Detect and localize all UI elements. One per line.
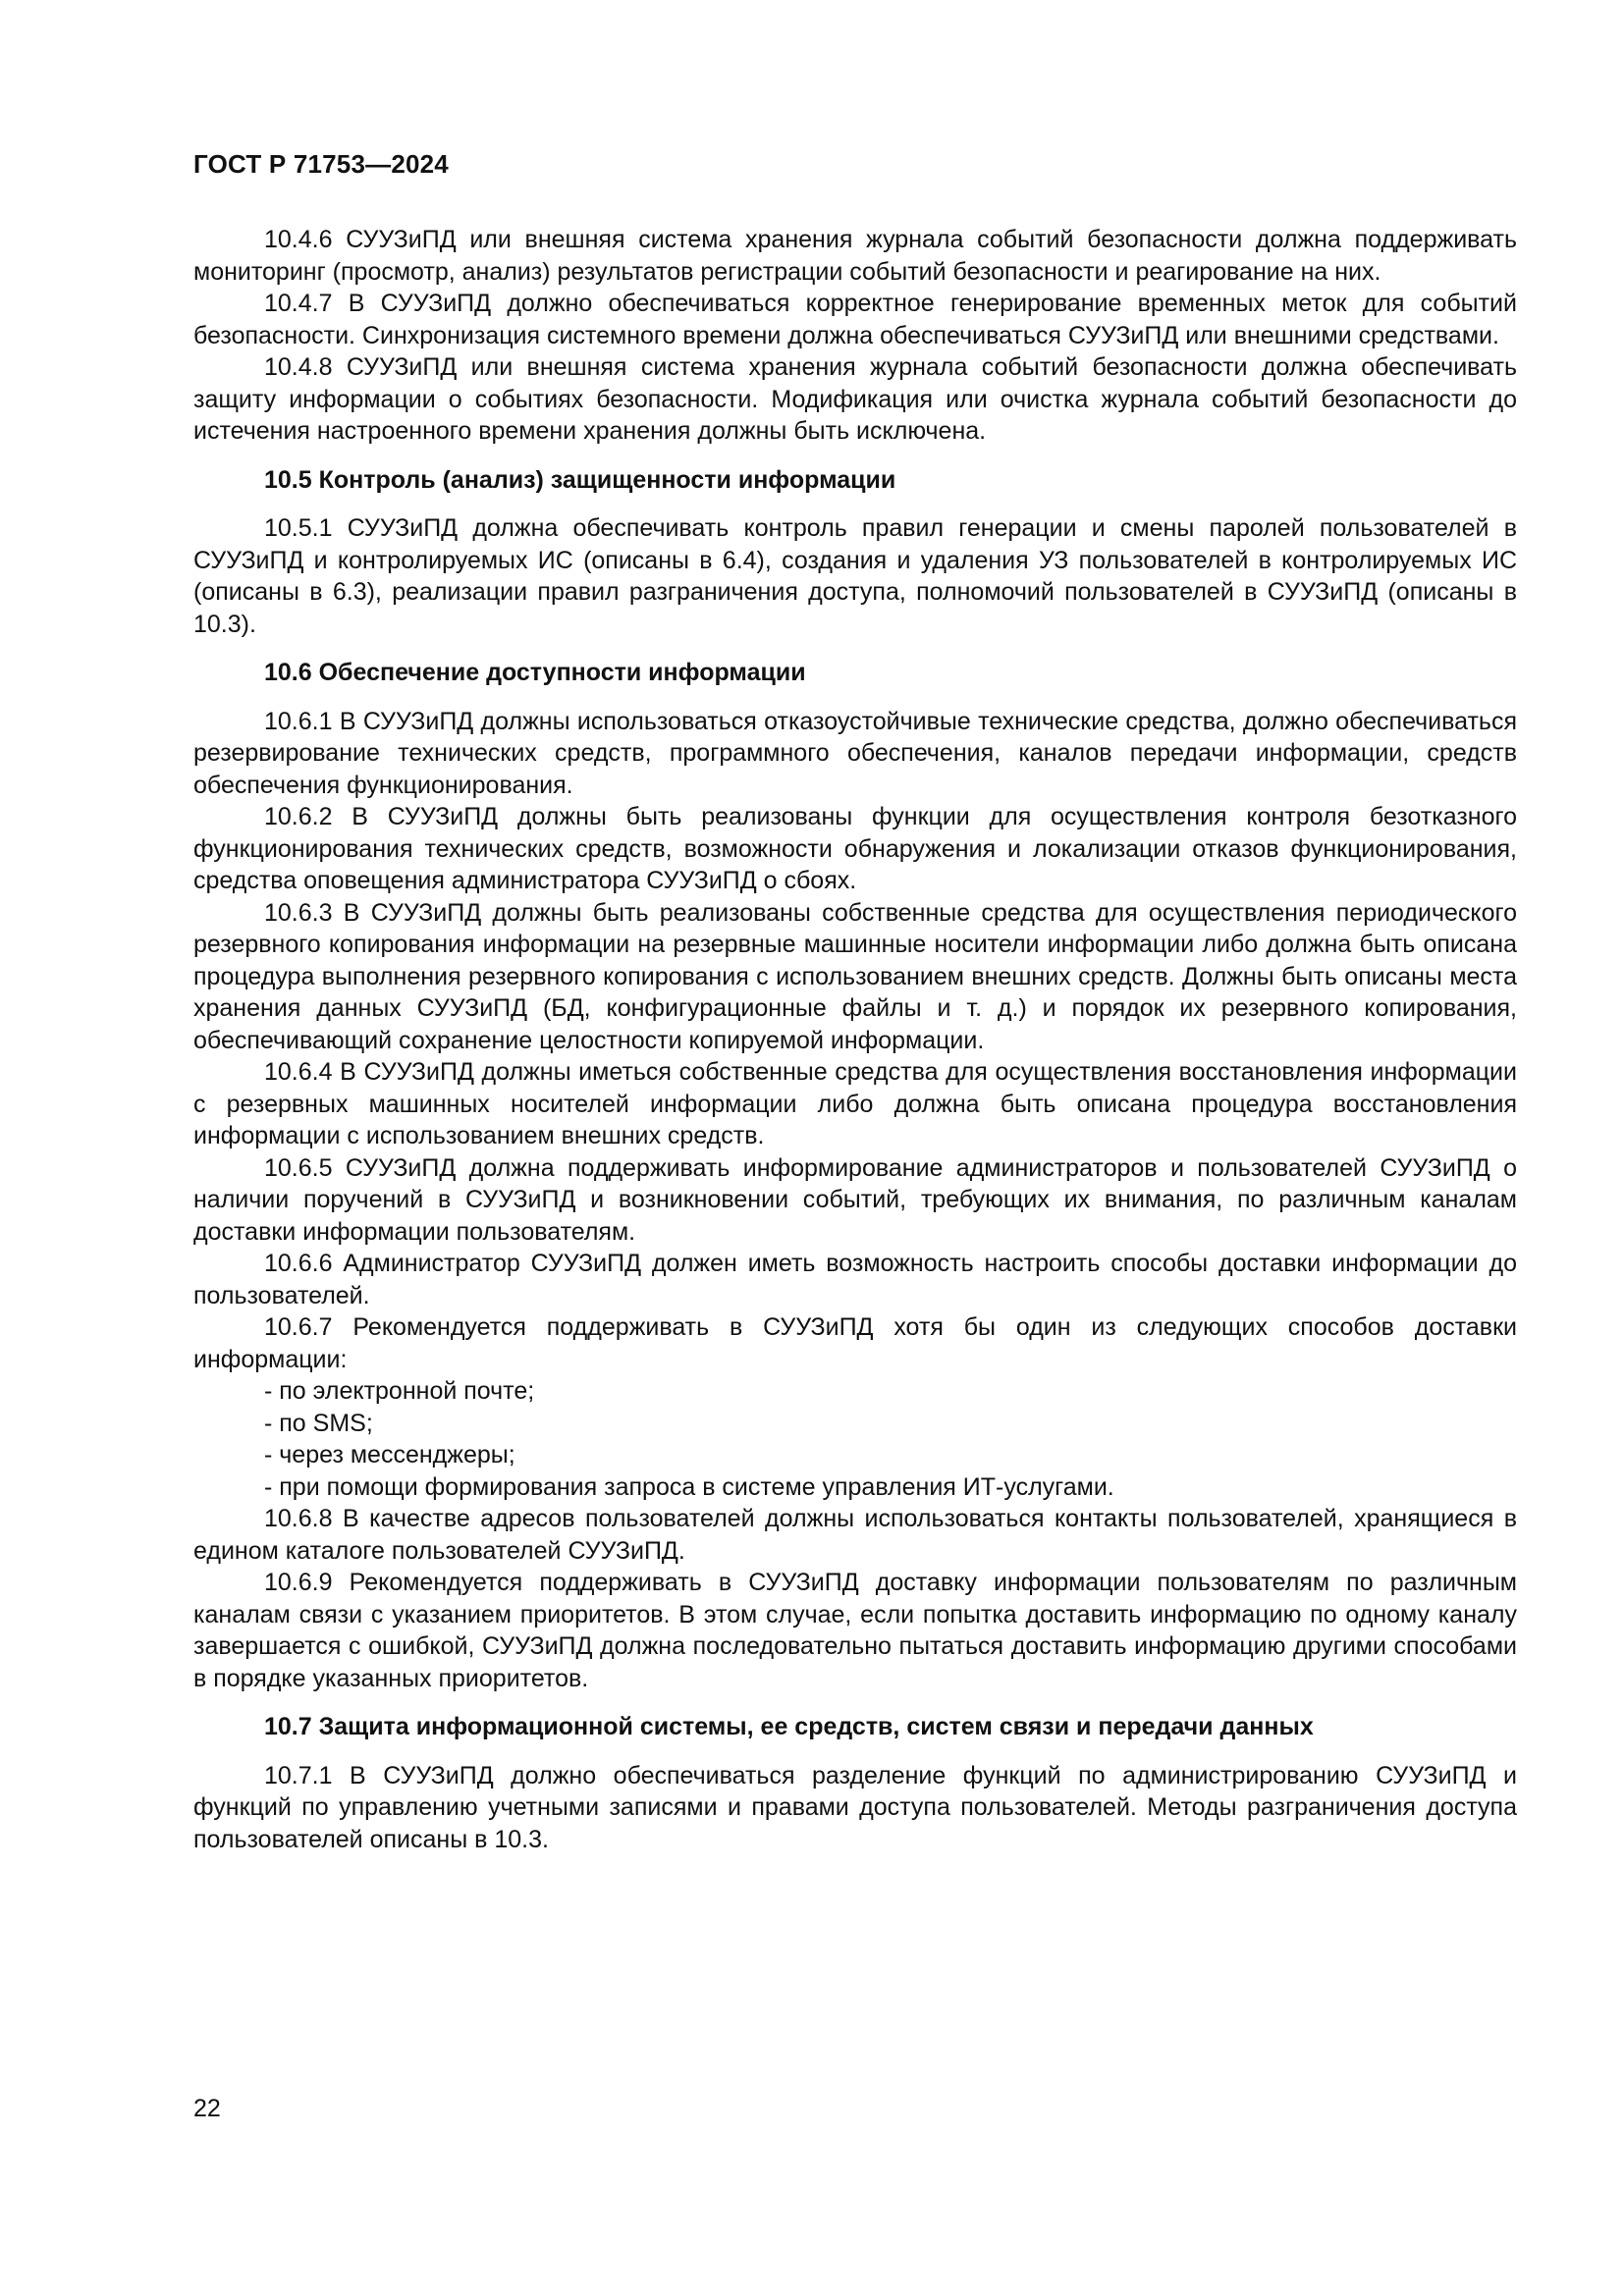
paragraph-10-6-1: 10.6.1 В СУУЗиПД должны использоваться отказоустойчивые технические средства, должно обеспечиваться резервирование технических средств, программного обеспечения, каналов передачи информации, средств обеспечения функционирования. (193, 707, 1517, 799)
paragraph-10-7-1: 10.7.1 В СУУЗиПД должно обеспечиваться разделение функций по администрированию СУУЗиПД и функций по управлению учетными записями и правами доступа пользователей. Методы разграничения доступа пользователей описаны в 10.3. (193, 1761, 1517, 1853)
section-heading-10-6: 10.6 Обеспечение доступности информации (264, 659, 806, 686)
paragraph-10-4-8: 10.4.8 СУУЗиПД или внешняя система хранения журнала событий безопасности должна обеспечивать защиту информации о событиях безопасности. Модификация или очистка журнала событий безопасности до истечения настроенного времени хранения должны быть исключена. (193, 353, 1517, 445)
paragraph-10-6-5: 10.6.5 СУУЗиПД должна поддерживать информирование администраторов и пользователей СУУЗиПД о наличии поручений в СУУЗиПД и возникновении событий, требующих их внимания, по различным каналам доставки информации пользователям. (193, 1153, 1517, 1246)
section-heading-10-7: 10.7 Защита информационной системы, ее средств, систем связи и передачи данных (264, 1713, 1314, 1740)
paragraph-10-6-6: 10.6.6 Администратор СУУЗиПД должен иметь возможность настроить способы доставки информации до пользователей. (193, 1250, 1517, 1309)
paragraph-10-4-7: 10.4.7 В СУУЗиПД должно обеспечиваться корректное генерирование временных меток для событий безопасности. Синхронизация системного времени должна обеспечиваться СУУЗиПД или внешними средствами. (193, 290, 1517, 349)
paragraph-10-6-4: 10.6.4 В СУУЗиПД должны иметься собственные средства для осуществления восстановления информации с резервных машинных носителей информации либо должна быть описана процедура восстановления информации с использованием внешних средств. (193, 1058, 1517, 1149)
list-item-sms: - по SMS; (264, 1409, 373, 1437)
list-item-it-service-request: - при помощи формирования запроса в системе управления ИТ-услугами. (264, 1472, 1114, 1501)
paragraph-10-6-9: 10.6.9 Рекомендуется поддерживать в СУУЗиПД доставку информации пользователям по различным каналам связи с указанием приоритетов. В этом случае, если попытка доставить информацию по одному каналу завершается с ошибкой, СУУЗиПД должна последовательно пытаться доставить информацию другими способами в порядке указанных приоритетов. (193, 1569, 1517, 1692)
paragraph-10-6-2: 10.6.2 В СУУЗиПД должны быть реализованы функции для осуществления контроля безотказного функционирования технических средств, возможности обнаружения и локализации отказов функционирования, средства оповещения администратора СУУЗиПД о сбоях. (193, 803, 1517, 894)
paragraph-10-4-6: 10.4.6 СУУЗиПД или внешняя система хранения журнала событий безопасности должна поддерживать мониторинг (просмотр, анализ) результатов регистрации событий безопасности и реагирование на них. (193, 226, 1517, 286)
paragraph-10-6-8: 10.6.8 В качестве адресов пользователей должны использоваться контакты пользователей, хранящиеся в едином каталоге пользователей СУУЗиПД. (193, 1505, 1517, 1565)
document-body (193, 224, 1517, 1855)
document-code-header: ГОСТ Р 71753—2024 (193, 149, 449, 179)
paragraph-10-6-3: 10.6.3 В СУУЗиПД должны быть реализованы собственные средства для осуществления периодического резервного копирования информации на резервные машинные носители информации либо должна быть описана процедура выполнения резервного копирования с использованием внешних средств. Должны быть описаны места хранения данных СУУЗиПД (БД, конфигурационные файлы и т. д.) и порядок их резервного копирования, обеспечивающий сохранение целостности копируемой информации. (193, 898, 1517, 1054)
section-heading-10-5: 10.5 Контроль (анализ) защищенности информации (264, 465, 896, 494)
paragraph-10-6-7: 10.6.7 Рекомендуется поддерживать в СУУЗиПД хотя бы один из следующих способов доставки информации: (193, 1313, 1517, 1373)
paragraph-10-5-1: 10.5.1 СУУЗиПД должна обеспечивать контроль правил генерации и смены паролей пользователей в СУУЗиПД и контролируемых ИС (описаны в 6.4), создания и удаления УЗ пользователей в контролируемых ИС (описаны в 6.3), реализации правил разграничения доступа, полномочий пользователей в СУУЗиПД (описаны в 10.3). (193, 514, 1517, 638)
page-number: 22 (193, 2095, 221, 2122)
list-item-messengers: - через мессенджеры; (264, 1441, 515, 1468)
list-item-email: - по электронной почте; (264, 1377, 535, 1405)
